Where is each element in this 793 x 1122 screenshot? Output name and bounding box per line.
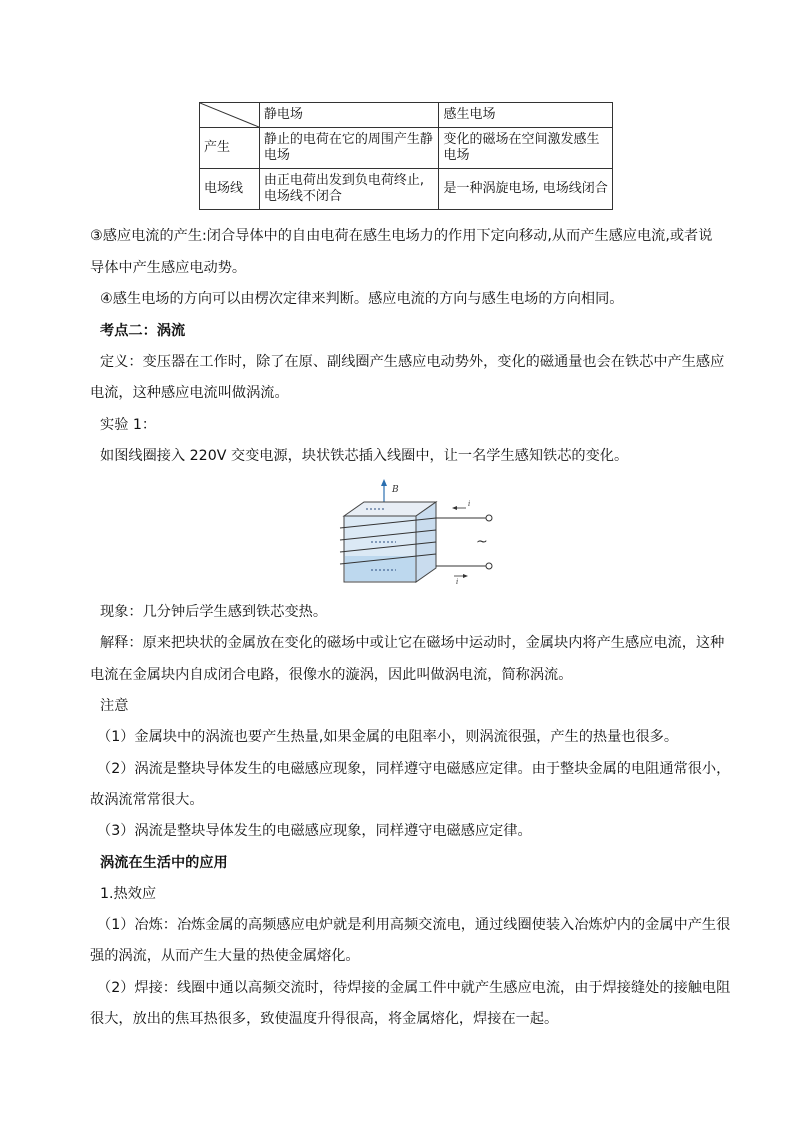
paragraph-phenomenon: 现象：几分钟后学生感到铁芯变热。	[100, 604, 328, 620]
table-cell: 由正电荷出发到负电荷终止,电场线不闭合	[259, 169, 439, 210]
current-label-bottom: i	[456, 578, 459, 586]
paragraph-direction: ④感生电场的方向可以由楞次定律来判断。感应电流的方向与感生电场的方向相同。	[100, 291, 624, 307]
paragraph-induced-current: ③感应电流的产生:闭合导体中的自由电荷在感生电场力的作用下定向移动,从而产生感应电流,或者说	[90, 228, 713, 244]
current-label-top: i	[468, 500, 471, 508]
note-item-1: （1）金属块中的涡流也要产生热量,如果金属的电阻率小，则涡流很强，产生的热量也很多。	[97, 729, 679, 745]
table-corner-cell	[200, 103, 260, 128]
experiment-label: 实验 1：	[100, 417, 157, 433]
table-row-label: 电场线	[200, 169, 260, 210]
table-header-static: 静电场	[259, 103, 439, 128]
b-label: B	[392, 485, 399, 495]
paragraph-welding: （2）焊接：线圈中通以高频交流时，待焊接的金属工件中就产生感应电流，由于焊接缝处的接触电阻	[97, 980, 731, 996]
note-item-3: （3）涡流是整块导体发生的电磁感应现象，同样遵守电磁感应定律。	[97, 823, 532, 839]
section-heading-applications: 涡流在生活中的应用	[100, 855, 228, 871]
table-row	[200, 128, 613, 169]
coil-diagram	[326, 478, 504, 588]
paragraph-definition: 定义：变压器在工作时，除了在原、副线圈产生感应电动势外，变化的磁通量也会在铁芯中产生感应	[100, 354, 725, 370]
paragraph-explanation: 解释：原来把块状的金属放在变化的磁场中或让它在磁场中运动时，金属块内将产生感应电流，这种	[100, 635, 725, 651]
paragraph-line: 电流，这种感应电流叫做涡流。	[90, 385, 289, 401]
note-item-2: （2）涡流是整块导体发生的电磁感应现象，同样遵守电磁感应定律。由于整块金属的电阻通常很小，	[97, 761, 731, 777]
table-header-induced: 感生电场	[439, 103, 613, 128]
paragraph-line: 电流在金属块内自成闭合电路，很像水的漩涡，因此叫做涡电流，简称涡流。	[90, 667, 573, 683]
table-cell: 是一种涡旋电场, 电场线闭合	[439, 169, 613, 210]
section-heading: 考点二：涡流	[100, 323, 186, 339]
paragraph-line: 强的涡流，从而产生大量的热使金属熔化。	[90, 948, 360, 964]
paragraph-smelting: （1）冶炼：冶炼金属的高频感应电炉就是利用高频交流电，通过线圈使装入冶炼炉内的金属中产生很	[97, 917, 731, 933]
table-row	[200, 169, 613, 210]
paragraph-line: 故涡流常常很大。	[90, 792, 204, 808]
table-header-row	[200, 103, 613, 128]
note-heading: 注意	[100, 698, 129, 714]
paragraph-line: 很大，放出的焦耳热很多，致使温度升得很高，将金属熔化，焊接在一起。	[90, 1011, 559, 1027]
paragraph-line: 导体中产生感应电动势。	[90, 260, 247, 276]
iron-core-coil-figure	[326, 478, 504, 588]
table-row-label: 产生	[200, 128, 260, 169]
comparison-table	[199, 102, 613, 210]
ac-source-symbol: ~	[476, 534, 488, 550]
subsection-heat-effect: 1.热效应	[100, 886, 157, 902]
table-cell: 变化的磁场在空间激发感生电场	[439, 128, 613, 169]
experiment-description: 如图线圈接入 220V 交变电源，块状铁芯插入线圈中，让一名学生感知铁芯的变化。	[100, 448, 629, 464]
diagonal-line	[200, 103, 259, 127]
table-cell: 静止的电荷在它的周围产生静电场	[259, 128, 439, 169]
